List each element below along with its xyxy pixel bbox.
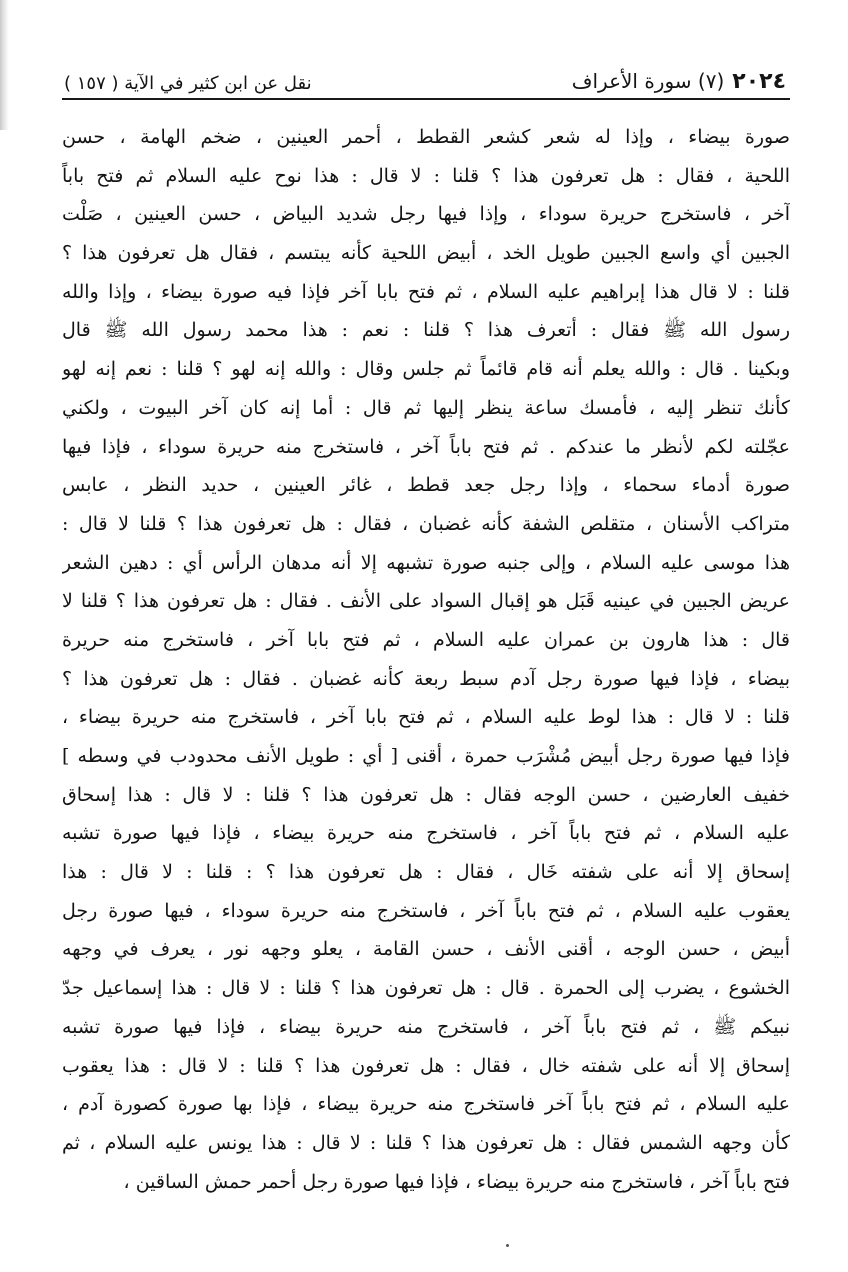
text-line: وبكينا . قال : والله يعلم أنه قام قائماً ثم جلس وقال : والله إنه لهو ؟ قلنا : نعم إنه لهو: [62, 358, 790, 381]
text-line: كأن وجهه الشمس فقال : هل تعرفون هذا ؟ قلنا : لا قال : هذا يونس عليه السلام ، ثم: [62, 1131, 790, 1154]
text-line: متراكب الأسنان ، متقلص الشفة كأنه غضبان ، فقال : هل تعرفون هذا ؟ قلنا لا قال :: [62, 512, 790, 535]
surah-title: (٧) سورة الأعراف: [571, 69, 725, 93]
text-line: قال : هذا هارون بن عمران عليه السلام ، ثم فتح بابا آخر ، فاستخرج منه حريرة: [62, 628, 790, 651]
main-text: [62, 118, 790, 1201]
text-line: عريض الجبين في عينيه قَبَل هو إقبال السواد على الأنف . فقال : هل تعرفون هذا ؟ قلنا لا: [62, 590, 790, 613]
text-line: اللحية ، فقال : هل تعرفون هذا ؟ قلنا : لا قال : هذا نوح عليه السلام ثم فتح باباً: [62, 164, 790, 187]
text-line: أبيض ، حسن الوجه ، أقنى الأنف ، حسن القامة ، يعلو وجهه نور ، يعرف في وجهه: [62, 938, 790, 961]
text-line: الخشوع ، يضرب إلى الحمرة . قال : هل تعرفون هذا ؟ قلنا : لا قال : هذا إسماعيل جدّ: [62, 977, 790, 1000]
text-line: عليه السلام ، ثم فتح باباً آخر ، فاستخرج منه حريرة بيضاء ، فإذا فيها صورة تشبه: [62, 822, 790, 845]
text-line: بيضاء ، فإذا فيها صورة رجل آدم سبط ربعة كأنه غضبان . فقال : هل تعرفون هذا ؟: [62, 667, 790, 690]
scan-edge-shadow: [0, 0, 9, 130]
page-number: ٢٠٢٤: [732, 69, 786, 94]
text-line: صورة بيضاء ، وإذا له شعر كشعر القطط ، أحمر العينين ، ضخم الهامة ، حسن: [62, 126, 790, 148]
text-line: إسحاق إلا أنه على شفته خال ، فقال : هل تعرفون هذا ؟ قلنا : لا قال : هذا يعقوب: [62, 1054, 790, 1077]
text-line: كأنك تنظر إليه ، فأمسك ساعة ينظر إليها ثم قال : أما إنه كان آخر البيوت ، ولكني: [62, 396, 790, 419]
text-line: الجبين أي واسع الجبين طويل الخد ، أبيض اللحية كأنه يبتسم ، فقال هل تعرفون هذا ؟: [62, 242, 790, 265]
text-line: قلنا : لا قال : هذا لوط عليه السلام ، ثم فتح بابا آخر ، فاستخرج منه حريرة بيضاء ،: [62, 706, 790, 729]
text-line: آخر ، فاستخرج حريرة سوداء ، وإذا فيها رجل شديد البياض ، حسن العينين ، صَلْت: [62, 203, 790, 226]
text-line: قلنا : لا قال هذا إبراهيم عليه السلام ، ثم فتح بابا آخر فإذا فيه صورة بيضاء ، وإذا والله: [62, 280, 790, 303]
text-line: عليه السلام ، ثم فتح باباً آخر فاستخرج منه حريرة بيضاء ، فإذا بها صورة كصورة آدم ،: [62, 1093, 790, 1116]
scan-speck: [506, 1244, 509, 1247]
text-line: فتح باباً آخر ، فاستخرج منه حريرة بيضاء ، فإذا فيها صورة رجل أحمر حمش الساقين ،: [123, 1170, 790, 1193]
text-line: صورة أدماء سحماء ، وإذا رجل جعد قطط ، غائر العينين ، حديد النظر ، عابس: [62, 474, 790, 497]
text-line: فإذا فيها صورة رجل أبيض مُشْرَب حمرة ، أقنى [ أي : طويل الأنف محدودب في وسطه ]: [62, 745, 790, 767]
header-note: نقل عن ابن كثير في الآية ( ١٥٧ ): [64, 73, 312, 94]
text-line: يعقوب عليه السلام ، ثم فتح باباً آخر ، فاستخرج منه حريرة سوداء ، فيها صورة رجل: [62, 899, 790, 922]
text-line: رسول الله ﷺ فقال : أتعرف هذا ؟ قلنا : نعم : هذا محمد رسول الله ﷺ قال: [62, 319, 790, 342]
text-line: إسحاق إلا أنه على شفته خَال ، فقال : هل تعرفون هذا ؟ : قلنا : لا قال : هذا: [62, 861, 790, 884]
text-line: عجّلته لكم لأنظر ما عندكم . ثم فتح باباً آخر ، فاستخرج منه حريرة سوداء ، فإذا فيها: [62, 435, 790, 458]
text-line: هذا موسى عليه السلام ، وإلى جنبه صورة تشبهه إلا أنه مدهان الرأس أي : دهين الشعر: [62, 551, 790, 574]
header-page-and-surah: [572, 69, 786, 94]
text-line: خفيف العارضين ، حسن الوجه فقال : هل تعرفون هذا ؟ قلنا : لا قال : هذا إسحاق: [62, 783, 790, 806]
text-line: نبيكم ﷺ ، ثم فتح باباً آخر ، فاستخرج منه حريرة بيضاء ، فإذا فيها صورة تشبه: [62, 1015, 790, 1038]
page-header: [64, 52, 786, 94]
header-rule: [62, 98, 790, 100]
